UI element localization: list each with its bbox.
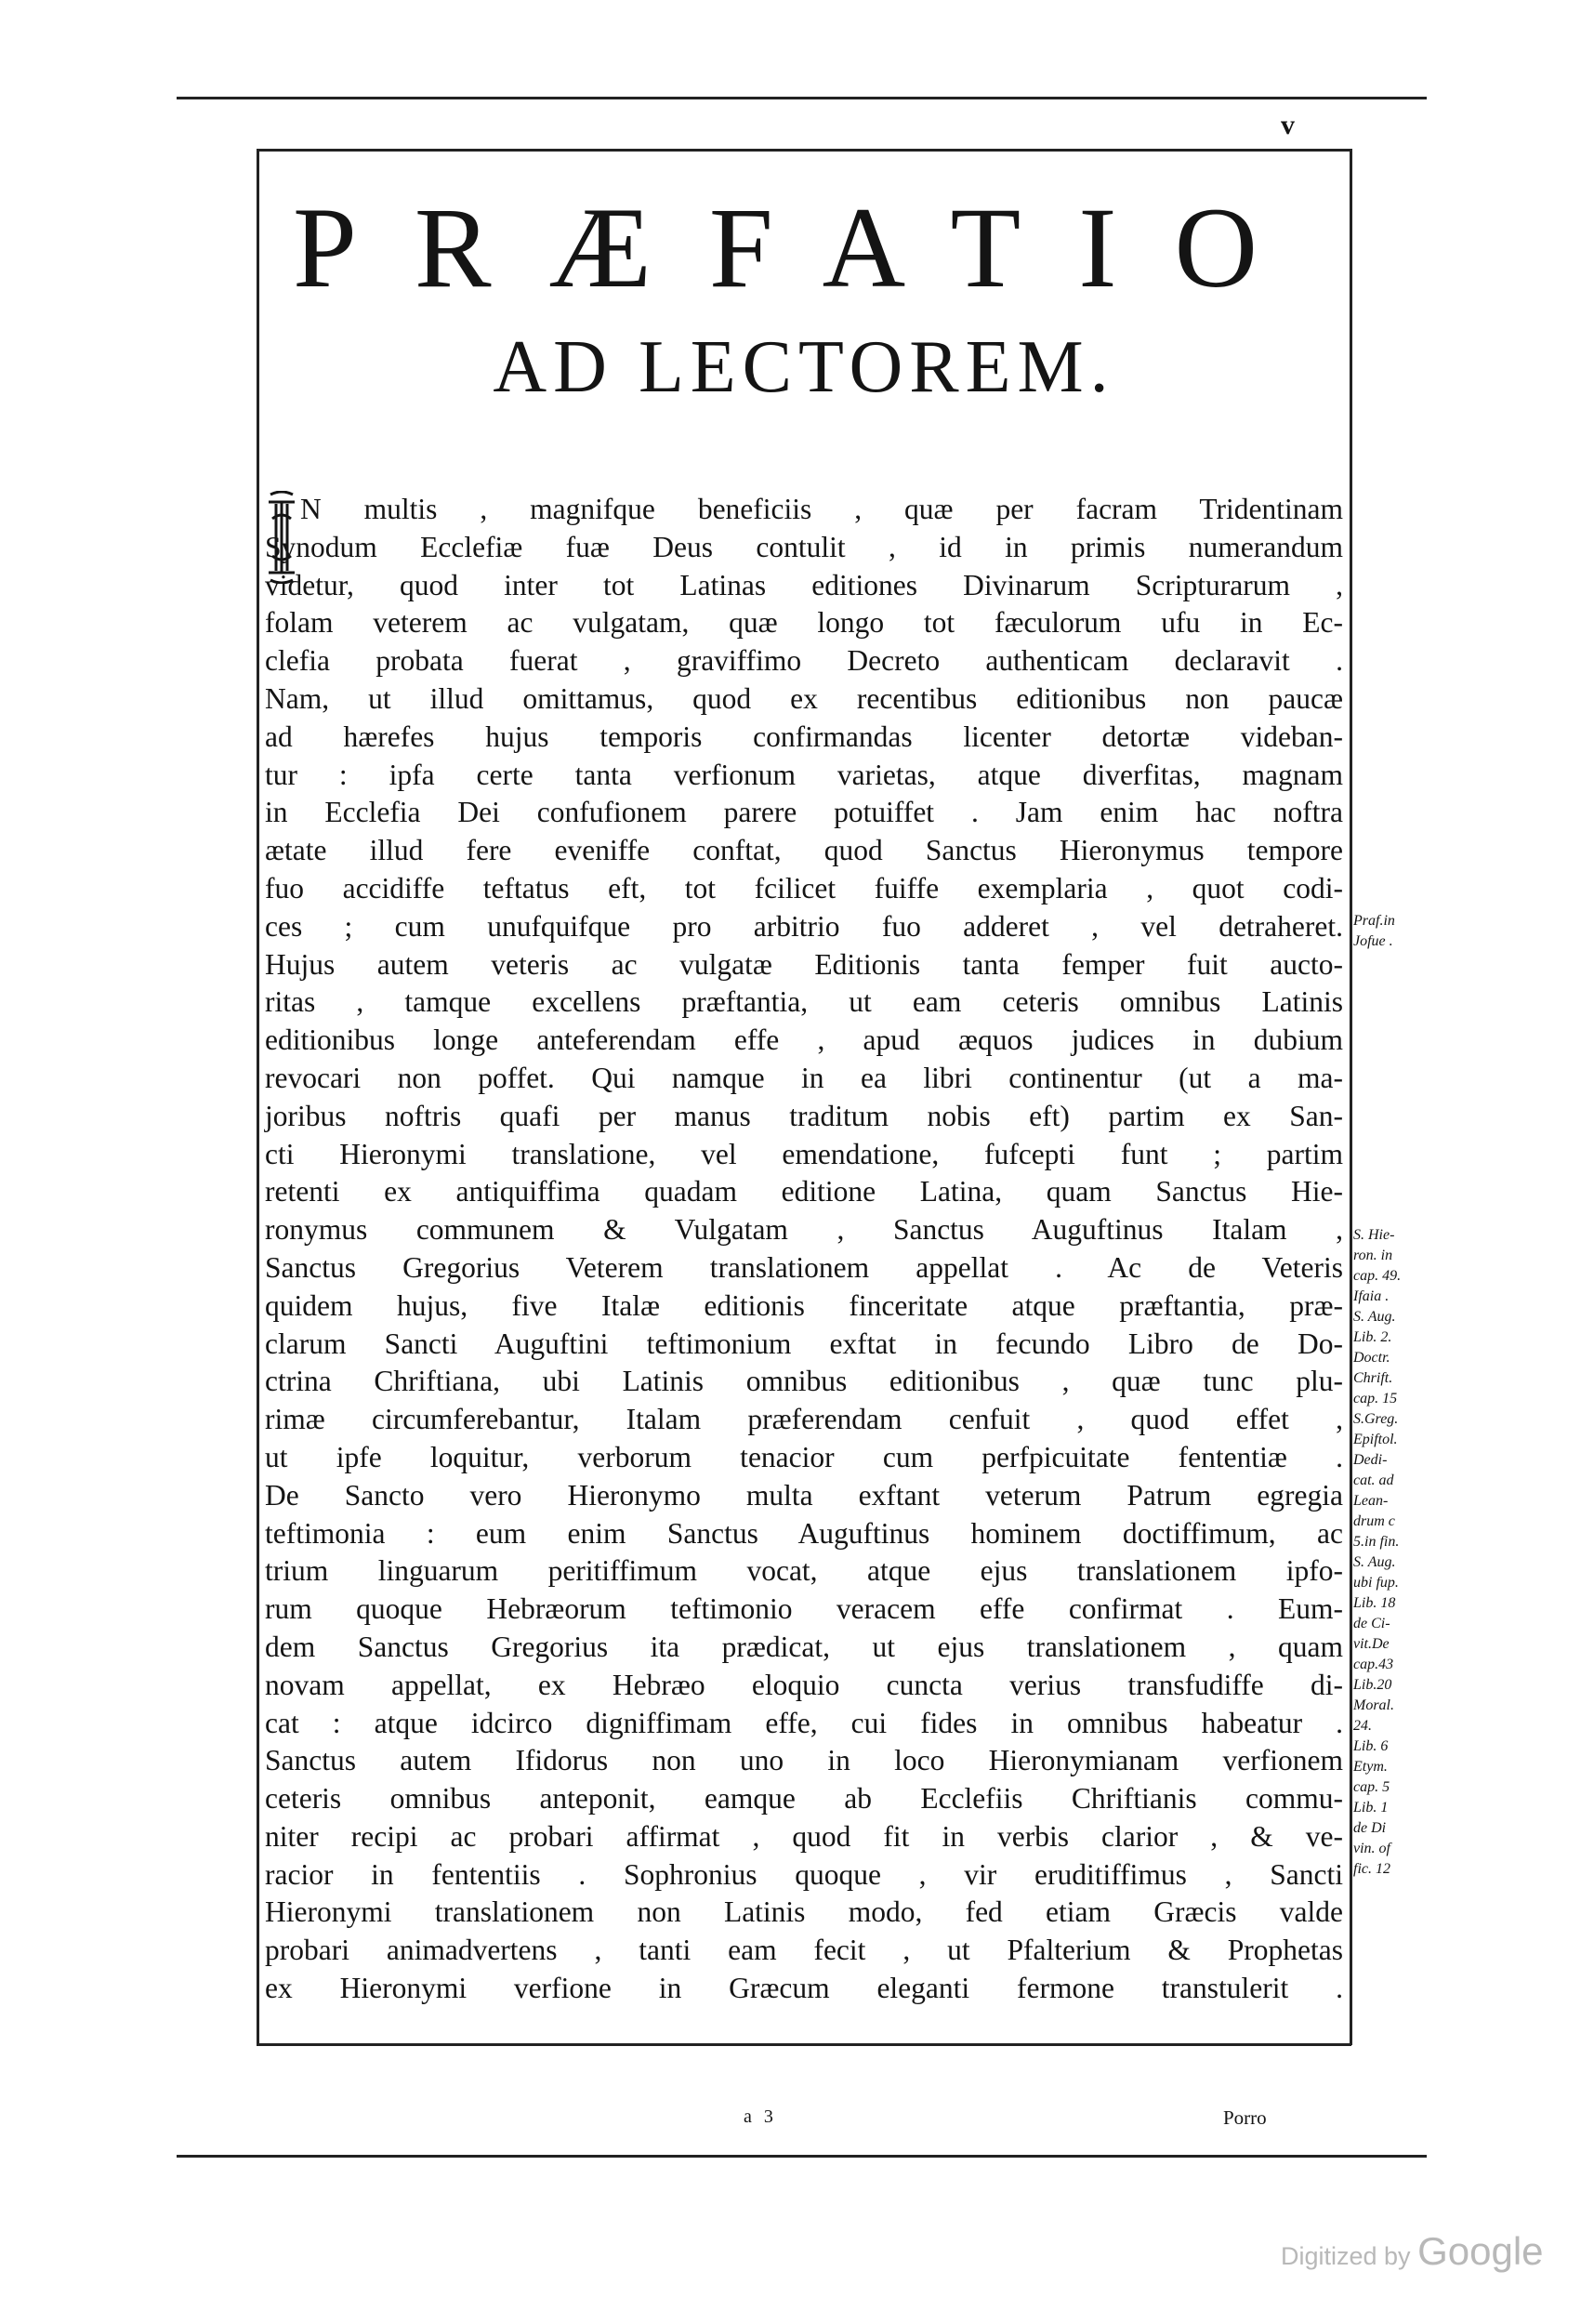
body-line: dem Sanctus Gregorius ita prædicat, ut ejus translationem , quam: [265, 1630, 1343, 1663]
watermark-prefix: Digitized by: [1281, 2242, 1411, 2270]
body-line: ctrina Chriftiana, ubi Latinis omnibus editionibus , quæ tunc plu-: [265, 1365, 1343, 1398]
margin-note-line: Praf.in: [1353, 913, 1395, 929]
text-frame-left: [257, 149, 259, 2045]
margin-note-jofue: [1353, 911, 1395, 952]
margin-note-line: S. Aug.: [1353, 1554, 1396, 1570]
margin-note-line: vin. of: [1353, 1841, 1390, 1856]
body-line: ætate illud fere eveniffe conftat, quod Sanctus Hieronymus tempore: [265, 834, 1343, 867]
margin-note-sources: [1353, 1225, 1401, 1880]
body-line: Hieronymi translationem non Latinis modo, fed etiam Græcis valde: [265, 1895, 1343, 1929]
margin-note-line: cap. 49.: [1353, 1268, 1402, 1284]
body-line: quidem hujus, five Italæ editionis finceritate atque præftantia, præ-: [265, 1288, 1343, 1322]
margin-note-line: S.Greg.: [1353, 1411, 1399, 1427]
body-line: retenti ex antiquiffima quadam editione Latina, quam Sanctus Hie-: [265, 1175, 1343, 1208]
margin-note-line: Lean-: [1353, 1493, 1389, 1509]
margin-note-line: de Di: [1353, 1820, 1387, 1836]
margin-note-line: fic. 12: [1353, 1861, 1390, 1877]
margin-note-line: Lib.20: [1353, 1677, 1392, 1693]
margin-note-line: Moral.: [1353, 1697, 1394, 1713]
body-line: ad hærefes hujus temporis confirmandas licenter detortæ videban-: [265, 720, 1343, 753]
margin-note-line: 5.in fin.: [1353, 1534, 1400, 1550]
watermark-brand: Google: [1417, 2229, 1544, 2273]
margin-note-line: drum c: [1353, 1513, 1395, 1529]
margin-note-line: cap. 15: [1353, 1391, 1398, 1406]
body-line: revocari non poffet. Qui namque in ea libri continentur (ut a ma-: [265, 1061, 1343, 1094]
margin-note-line: Jofue .: [1353, 933, 1393, 949]
digitized-by-watermark: [1281, 2229, 1544, 2274]
body-line: Sanctus autem Ifidorus non uno in loco Hieronymianam verfionem: [265, 1744, 1343, 1777]
margin-note-line: Ifaia .: [1353, 1288, 1390, 1304]
body-line: probari animadvertens , tanti eam fecit , ut Pfalterium & Prophetas: [265, 1934, 1343, 1967]
margin-note-line: Dedi-: [1353, 1452, 1388, 1468]
body-line: niter recipi ac probari affirmat , quod fit in verbis clarior , & ve-: [265, 1819, 1343, 1853]
body-line: in Ecclefia Dei confufionem parere potuiffet . Jam enim hac noftra: [265, 796, 1343, 829]
top-rule: [177, 97, 1427, 99]
body-line: videtur, quod inter tot Latinas editiones Divinarum Scripturarum ,: [265, 568, 1343, 601]
body-line: ritas , tamque excellens præftantia, ut eam ceteris omnibus Latinis: [265, 985, 1343, 1019]
margin-note-line: 24.: [1353, 1718, 1372, 1734]
body-line: racior in fententiis . Sophronius quoque , vir eruditiffimus , Sancti: [265, 1857, 1343, 1891]
body-line: teftimonia : eum enim Sanctus Auguftinus hominem doctiffimum, ac: [265, 1516, 1343, 1550]
body-line: clefia probata fuerat , graviffimo Decreto authenticam declaravit .: [265, 644, 1343, 678]
margin-note-line: de Ci-: [1353, 1616, 1390, 1631]
body-line: trium linguarum peritiffimum vocat, atque ejus translationem ipfo-: [265, 1554, 1343, 1588]
dropcap-ornament-icon: [265, 491, 298, 584]
margin-note-line: Doctr.: [1353, 1350, 1390, 1366]
page-title: PRÆFATIO: [292, 184, 1316, 311]
body-line: ronymus communem & Vulgatam , Sanctus Auguftinus Italam ,: [265, 1213, 1343, 1247]
text-frame-right: [1350, 149, 1352, 2045]
margin-note-line: Chrift.: [1353, 1370, 1393, 1386]
body-line: tur : ipfa certe tanta verfionum varietas, atque diverfitas, magnam: [265, 758, 1343, 791]
margin-note-line: ubi fup.: [1353, 1575, 1399, 1591]
margin-note-line: Etym.: [1353, 1759, 1388, 1775]
text-frame-top: [257, 149, 1351, 152]
body-line: editionibus longe anteferendam effe , apud æquos judices in dubium: [265, 1023, 1343, 1057]
text-frame-bottom: [257, 2043, 1351, 2046]
body-line: novam appellat, ex Hebræo eloquio cuncta verius transfudiffe di-: [265, 1668, 1343, 1701]
signature-mark: a 3: [744, 2106, 777, 2127]
margin-note-line: cat. ad: [1353, 1472, 1394, 1488]
body-line: ceteris omnibus anteponit, eamque ab Ecclefiis Chriftianis commu-: [265, 1782, 1343, 1816]
body-line: Sanctus Gregorius Veterem translationem appellat . Ac de Veteris: [265, 1250, 1343, 1284]
page-number: v: [1281, 110, 1295, 140]
margin-note-line: S. Aug.: [1353, 1309, 1396, 1325]
margin-note-line: vit.De: [1353, 1636, 1390, 1652]
margin-note-line: Lib. 6: [1353, 1738, 1389, 1754]
body-line: fuo accidiffe teftatus eft, tot fcilicet fuiffe exemplaria , quot codi-: [265, 871, 1343, 905]
catchword: Porro: [1223, 2106, 1267, 2129]
body-line: joribus noftris quafi per manus traditum nobis eft) partim ex San-: [265, 1099, 1343, 1132]
body-line: Nam, ut illud omittamus, quod ex recentibus editionibus non paucæ: [265, 681, 1343, 715]
margin-note-line: Lib. 18: [1353, 1595, 1396, 1611]
margin-note-line: Lib. 2.: [1353, 1329, 1392, 1345]
body-line: rum quoque Hebræorum teftimonio veracem effe confirmat . Eum-: [265, 1592, 1343, 1626]
body-line: Hujus autem veteris ac vulgatæ Editionis tanta femper fuit aucto-: [265, 947, 1343, 981]
body-line: Synodum Ecclefiæ fuæ Deus contulit , id in primis numerandum: [265, 530, 1343, 563]
body-line: N multis , magnifque beneficiis , quæ per facram Tridentinam: [300, 493, 1343, 525]
body-line: clarum Sancti Auguftini teftimonium exftat in fecundo Libro de Do-: [265, 1327, 1343, 1360]
body-line: folam veterem ac vulgatam, quæ longo tot fæculorum ufu in Ec-: [265, 606, 1343, 640]
margin-note-line: Lib. 1: [1353, 1800, 1389, 1816]
bottom-rule: [177, 2155, 1427, 2158]
margin-note-line: S. Hie-: [1353, 1227, 1395, 1243]
body-line: cti Hieronymi translatione, vel emendatione, fufcepti funt ; partim: [265, 1137, 1343, 1170]
margin-note-line: Epiftol.: [1353, 1432, 1398, 1447]
page-subtitle: AD LECTOREM.: [493, 326, 1115, 408]
body-line: cat : atque idcirco digniffimam effe, cui fides in omnibus habeatur .: [265, 1706, 1343, 1739]
body-line: De Sancto vero Hieronymo multa exftant veterum Patrum egregia: [265, 1478, 1343, 1512]
body-line: rimæ circumferebantur, Italam præferendam cenfuit , quod effet ,: [265, 1403, 1343, 1436]
body-line: ex Hieronymi verfione in Græcum eleganti fermone transtulerit .: [265, 1972, 1343, 2005]
margin-note-line: ron. in: [1353, 1248, 1393, 1263]
body-line: ut ipfe loquitur, verborum tenacior cum perfpicuitate fententiæ .: [265, 1440, 1343, 1473]
body-text: [265, 491, 1343, 2008]
margin-note-line: cap.43: [1353, 1657, 1394, 1672]
margin-note-line: cap. 5: [1353, 1779, 1390, 1795]
body-line: ces ; cum unufquifque pro arbitrio fuo adderet , vel detraheret.: [265, 909, 1343, 943]
